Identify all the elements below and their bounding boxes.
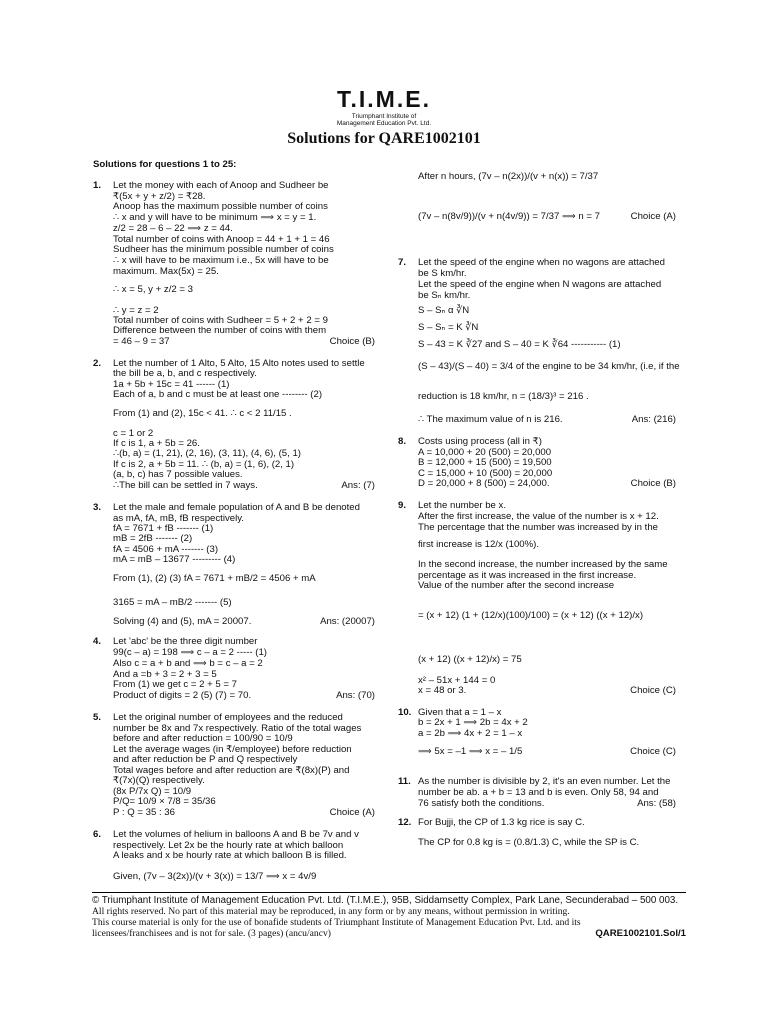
question-number: 3. (93, 502, 102, 513)
solution-text: = 46 – 9 = 37 (113, 336, 170, 347)
answer-label: Choice (A) (329, 807, 375, 818)
solution-text: ∴(b, a) = (1, 21), (2, 16), (3, 11), (4, 6), (5, 1) (113, 448, 302, 459)
solution-text: And a =b + 3 = 2 + 3 = 5 (113, 669, 217, 680)
answer-label: Ans: (58) (637, 798, 676, 809)
solution-text: Anoop has the maximum possible number of coins (113, 201, 328, 212)
solution-text: mA = mB – 13677 --------- (4) (113, 554, 236, 565)
logo-wordmark: T.I.M.E. (337, 86, 431, 112)
solution-text: Given that a = 1 – x (418, 707, 502, 718)
solution-text: Let the money with each of Anoop and Sudheer be (113, 180, 329, 191)
solution-text: From (1) and (2), 15c < 41. ∴ c < 2 11/15 . (113, 408, 292, 419)
solution-text: From (1), (2) (3) fA = 7671 + mB/2 = 4506 + mA (113, 573, 316, 584)
footer-copyright: © Triumphant Institute of Management Education Pvt. Ltd. (T.I.M.E.), 95B, Siddamsetty Complex, Park Lane, Secunderabad – 500 003. (92, 892, 686, 906)
solution-text: Let the speed of the engine when N wagons are attached (418, 279, 662, 290)
question-number: 5. (93, 712, 102, 723)
question-number: 2. (93, 358, 102, 369)
solution-text: Also c = a + b and ⟹ b = c – a = 2 (113, 658, 263, 669)
solution-text: ∴ The maximum value of n is 216. (418, 414, 563, 425)
solution-text: P/Q= 10/9 × 7/8 = 35/36 (113, 796, 216, 807)
solution-text: ₹(5x + y + z/2) = ₹28. (113, 191, 206, 202)
solution-text: B = 12,000 + 15 (500) = 19,500 (418, 457, 552, 468)
solution-text: as mA, fA, mB, fB respectively. (113, 513, 244, 524)
solution-text: ₹(7x)(Q) respectively. (113, 775, 205, 786)
solution-text: b = 2x + 1 ⟹ 2b = 4x + 2 (418, 717, 528, 728)
solution-text: mB = 2fB ------- (2) (113, 533, 193, 544)
solution-text: ∴ y = z = 2 (113, 305, 159, 316)
solution-text: number be 8x and 7x respectively. Ratio of the total wages (113, 723, 362, 734)
solution-text: (S – 43)/(S – 40) = 3/4 of the engine to be 34 km/hr, (i.e, if the (418, 361, 680, 372)
solution-text: before and after reduction = 100/90 = 10/9 (113, 733, 293, 744)
answer-label: Choice (B) (630, 478, 676, 489)
left-column (93, 0, 375, 890)
solution-text: 76 satisfy both the conditions. (418, 798, 545, 809)
solution-text: be S km/hr. (418, 268, 467, 279)
solution-text: Costs using process (all in ₹) (418, 436, 542, 447)
solution-text: C = 15,000 + 10 (500) = 20,000 (418, 468, 553, 479)
solution-text: Each of a, b and c must be at least one -------- (2) (113, 389, 323, 400)
solution-text: Given, (7v – 3(2x))/(v + 3(x)) = 13/7 ⟹ x = 4v/9 (113, 871, 317, 882)
solution-text: Let 'abc' be the three digit number (113, 636, 258, 647)
solution-text: Sudheer has the minimum possible number of coins (113, 244, 334, 255)
solution-text: Solving (4) and (5), mA = 20007. (113, 616, 252, 627)
question-number: 7. (398, 257, 407, 268)
solution-text: (x + 12) ((x + 12)/x) = 75 (418, 654, 522, 665)
solution-text: Product of digits = 2 (5) (7) = 70. (113, 690, 252, 701)
answer-label: Choice (B) (329, 336, 375, 347)
solution-text: ∴The bill can be settled in 7 ways. (113, 480, 258, 491)
solution-text: percentage as it was increased in the first increase. (418, 570, 637, 581)
solution-text: (a, b, c) has 7 possible values. (113, 469, 243, 480)
solution-text: Let the speed of the engine when no wagons are attached (418, 257, 665, 268)
question-number: 4. (93, 636, 102, 647)
solution-text: and after reduction be P and Q respectively (113, 754, 298, 765)
solution-text: maximum. Max(5x) = 25. (113, 266, 219, 277)
solution-text: a = 2b ⟹ 4x + 2 = 1 – x (418, 728, 523, 739)
solution-text: Total number of coins with Anoop = 44 + 1 + 1 = 46 (113, 234, 330, 245)
solution-text: respectively. Let 2x be the hourly rate at which balloon (113, 840, 344, 851)
solution-text: Let the volumes of helium in balloons A and B be 7v and v (113, 829, 359, 840)
solution-text: 1a + 5b + 15c = 41 ------ (1) (113, 379, 230, 390)
footer-license: licensees/franchisees and is not for sale. (3 pages) (ancu/ancv) (92, 928, 331, 939)
answer-label: Choice (C) (630, 746, 676, 757)
solution-text: x² – 51x + 144 = 0 (418, 675, 496, 686)
solution-text: For Bujji, the CP of 1.3 kg rice is say C. (418, 817, 585, 828)
solution-text: fA = 4506 + mA ------- (3) (113, 544, 219, 555)
solution-text: A leaks and x be hourly rate at which balloon B is filled. (113, 850, 347, 861)
question-number: 1. (93, 180, 102, 191)
solution-text: z/2 = 28 – 6 – 22 ⟹ z = 44. (113, 223, 233, 234)
question-number: 12. (398, 817, 412, 828)
solution-text: c = 1 or 2 (113, 428, 154, 439)
solution-text: If c is 2, a + 5b = 11. ∴ (b, a) = (1, 6), (2, 1) (113, 459, 295, 470)
solution-text: ∴ x will have to be maximum i.e., 5x will have to be (113, 255, 329, 266)
solution-text: ∴ x = 5, y + z/2 = 3 (113, 284, 193, 295)
solution-text: As the number is divisible by 2, it's an even number. Let the (418, 776, 671, 787)
section-heading: Solutions for questions 1 to 25: (93, 159, 237, 170)
question-number: 9. (398, 500, 407, 511)
question-number: 8. (398, 436, 407, 447)
solution-text: The percentage that the number was increased by in the (418, 522, 658, 533)
footer-rights: All rights reserved. No part of this material may be reproduced, in any form or by any means, without permission in writing. (92, 906, 570, 917)
right-column (398, 0, 680, 890)
solution-text: From (1) we get c = 2 + 5 = 7 (113, 679, 237, 690)
solution-text: Total number of coins with Sudheer = 5 + 2 + 2 = 9 (113, 315, 328, 326)
solution-text: Let the average wages (in ₹/employee) before reduction (113, 744, 352, 755)
solution-text: be Sₙ km/hr. (418, 290, 471, 301)
solution-text: Let the number of 1 Alto, 5 Alto, 15 Alto notes used to settle (113, 358, 365, 369)
answer-label: Ans: (7) (341, 480, 375, 491)
answer-label: Choice (A) (630, 211, 676, 222)
page-title: Solutions for QARE1002101 (287, 130, 481, 147)
solution-text: Let the male and female population of A and B be denoted (113, 502, 360, 513)
answer-label: Choice (C) (630, 685, 676, 696)
solution-text: ∴ x and y will have to be minimum ⟹ x = y = 1. (113, 212, 317, 223)
solution-text: number be ab. a + b = 13 and b is even. Only 58, 94 and (418, 787, 659, 798)
answer-label: Ans: (20007) (320, 616, 375, 627)
solution-text: If c is 1, a + 5b = 26. (113, 438, 200, 449)
solution-text: P : Q = 35 : 36 (113, 807, 175, 818)
answer-label: Ans: (70) (336, 690, 375, 701)
footer-usage: This course material is only for the use of bonafide students of Triumphant Institute of Management Education Pvt. Ltd. and its (92, 917, 581, 928)
solution-text: fA = 7671 + fB ------- (1) (113, 523, 214, 534)
solution-text: S – Sₙ α ∛N (418, 305, 470, 316)
solution-text: 3165 = mA – mB/2 ------- (5) (113, 597, 232, 608)
logo-subtitle-line1: Triumphant Institute of (351, 113, 417, 120)
solution-text: x = 48 or 3. (418, 685, 467, 696)
solution-text: After the first increase, the value of the number is x + 12. (418, 511, 659, 522)
solution-text: Value of the number after the second increase (418, 580, 615, 591)
page-footer (92, 892, 686, 939)
solution-text: Let the number be x. (418, 500, 506, 511)
solution-text: first increase is 12/x (100%). (418, 539, 540, 550)
answer-label: Ans: (216) (631, 414, 676, 425)
footer-doc-code: QARE1002101.Sol/1 (595, 928, 686, 939)
solution-text: S – Sₙ = K ∛N (418, 322, 479, 333)
solution-text: The CP for 0.8 kg is = (0.8/1.3) C, while the SP is C. (418, 837, 640, 848)
question-number: 10. (398, 707, 412, 718)
solution-text: D = 20,000 + 8 (500) = 24,000. (418, 478, 550, 489)
question-number: 11. (398, 776, 411, 787)
solution-text: A = 10,000 + 20 (500) = 20,000 (418, 447, 552, 458)
solution-text: (8x P/7x Q) = 10/9 (113, 786, 192, 797)
solution-text: S – 43 = K ∛27 and S – 40 = K ∛64 ----------- (1) (418, 339, 621, 350)
solution-text: Difference between the number of coins with them (113, 325, 327, 336)
solution-text: Total wages before and after reduction are ₹(8x)(P) and (113, 765, 350, 776)
solution-text: Let the original number of employees and the reduced (113, 712, 343, 723)
solution-text: After n hours, (7v – n(2x))/(v + n(x)) = 7/37 (418, 171, 599, 182)
solution-text: 99(c – a) = 198 ⟹ c – a = 2 ----- (1) (113, 647, 267, 658)
solution-text: In the second increase, the number increased by the same (418, 559, 668, 570)
logo-subtitle-line2: Management Education Pvt. Ltd. (336, 120, 432, 127)
solution-text: the bill be a, b, and c respectively. (113, 368, 257, 379)
solution-text: (7v – n(8v/9))/(v + n(4v/9)) = 7/37 ⟹ n = 7 (418, 211, 600, 222)
solution-text: = (x + 12) (1 + (12/x)(100)/100) = (x + 12) ((x + 12)/x) (418, 610, 644, 621)
solution-text: ⟹ 5x = –1 ⟹ x = – 1/5 (418, 746, 523, 757)
question-number: 6. (93, 829, 102, 840)
solution-text: reduction is 18 km/hr, n = (18/3)³ = 216 . (418, 391, 589, 402)
